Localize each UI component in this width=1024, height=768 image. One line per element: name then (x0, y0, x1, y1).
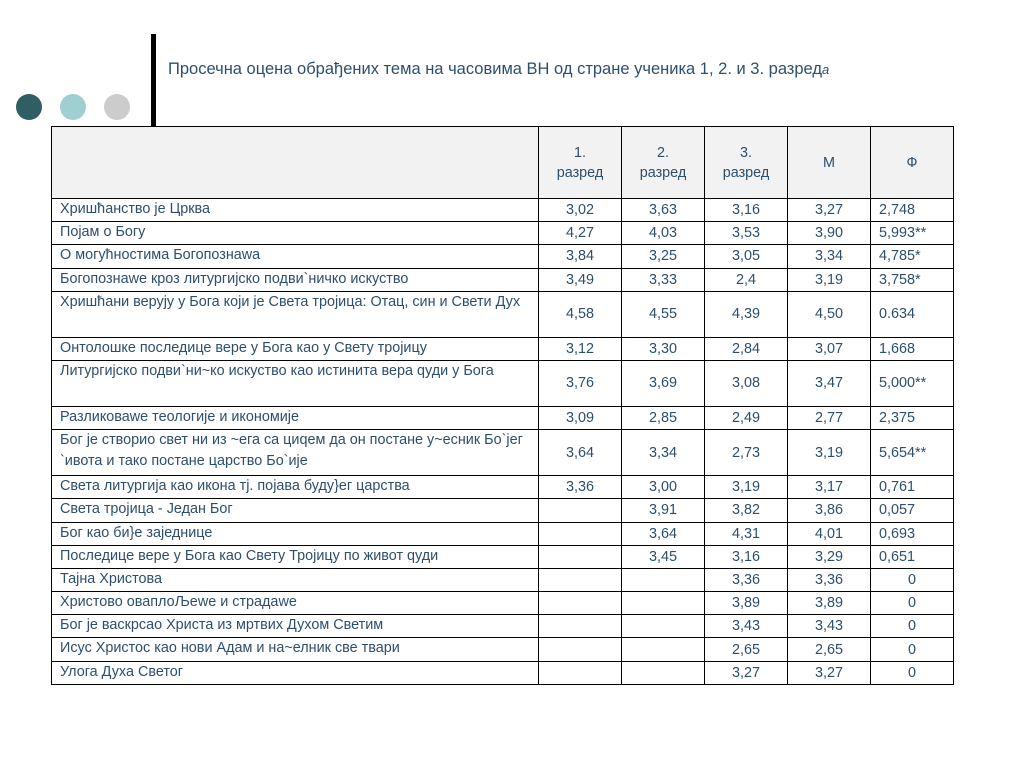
grade-2-cell: 3,33 (622, 268, 705, 291)
grade-3-cell: 2,49 (705, 406, 788, 429)
grade-2-cell: 3,91 (622, 499, 705, 522)
topic-cell: Хришћани верују у Бога који је Света тројица: Отац, син и Свети Дух (52, 291, 539, 337)
topic-cell: Онтолошке последице вере у Бога као у Свету тројицу (52, 337, 539, 360)
mean-cell: 3,43 (788, 615, 871, 638)
header-grade-1-number: 1. (573, 144, 586, 161)
f-value-cell: 0,693 (871, 522, 954, 545)
header-row (52, 127, 954, 199)
f-value-cell: 0 (871, 568, 954, 591)
mean-cell: 2,77 (788, 406, 871, 429)
header-mean-label: М (823, 154, 835, 171)
header-topic (52, 127, 539, 199)
f-value-cell: 4,785* (871, 245, 954, 268)
header-grade-3-number: 3. (739, 144, 752, 161)
header-grade-2-word: разред (639, 164, 687, 181)
topic-cell: Бог као би}е заједнице (52, 522, 539, 545)
grade-2-cell: 3,63 (622, 199, 705, 222)
f-value-cell: 0,057 (871, 499, 954, 522)
mean-cell: 3,19 (788, 430, 871, 476)
grade-1-cell (539, 661, 622, 684)
topic-cell: Бог је васкрсао Христа из мртвих Духом Светим (52, 615, 539, 638)
table-row (52, 245, 954, 268)
grade-1-cell: 3,49 (539, 268, 622, 291)
grade-1-cell: 3,02 (539, 199, 622, 222)
mean-cell: 4,50 (788, 291, 871, 337)
header-grade-2 (622, 127, 705, 199)
f-value-cell: 2,375 (871, 406, 954, 429)
grade-1-cell (539, 499, 622, 522)
table-row (52, 268, 954, 291)
grade-3-cell: 3,27 (705, 661, 788, 684)
table-row (52, 522, 954, 545)
grade-3-cell: 2,84 (705, 337, 788, 360)
grade-1-cell (539, 615, 622, 638)
gray-dot (104, 94, 130, 120)
mean-cell: 3,19 (788, 268, 871, 291)
table-row (52, 199, 954, 222)
mean-cell: 3,36 (788, 568, 871, 591)
grade-2-cell: 3,64 (622, 522, 705, 545)
grade-2-cell (622, 638, 705, 661)
table-row (52, 430, 954, 476)
f-value-cell: 0,761 (871, 476, 954, 499)
table-row (52, 406, 954, 429)
grade-3-cell: 3,36 (705, 568, 788, 591)
f-value-cell: 0.634 (871, 291, 954, 337)
grades-table (51, 126, 954, 685)
grade-1-cell: 3,12 (539, 337, 622, 360)
mean-cell: 3,27 (788, 661, 871, 684)
grade-1-cell (539, 568, 622, 591)
grade-2-cell (622, 661, 705, 684)
mean-cell: 3,90 (788, 222, 871, 245)
table-row (52, 499, 954, 522)
grade-2-cell: 4,55 (622, 291, 705, 337)
f-value-cell: 0,651 (871, 545, 954, 568)
table-row (52, 476, 954, 499)
f-value-cell: 0 (871, 661, 954, 684)
table-row (52, 592, 954, 615)
dark-teal-dot (16, 94, 42, 120)
mean-cell: 3,89 (788, 592, 871, 615)
topic-cell: Последице вере у Бога као Свету Тројицу по живот qуди (52, 545, 539, 568)
grade-3-cell: 3,89 (705, 592, 788, 615)
f-value-cell: 5,654** (871, 430, 954, 476)
grade-2-cell: 2,85 (622, 406, 705, 429)
grade-2-cell: 3,30 (622, 337, 705, 360)
topic-cell: Богопознаwе кроз литургијско подви`ничко искуство (52, 268, 539, 291)
topic-cell: Исус Христос као нови Адам и на~елник све твари (52, 638, 539, 661)
grade-3-cell: 3,82 (705, 499, 788, 522)
grade-1-cell: 4,58 (539, 291, 622, 337)
grade-1-cell: 3,64 (539, 430, 622, 476)
grade-2-cell: 3,25 (622, 245, 705, 268)
mean-cell: 2,65 (788, 638, 871, 661)
header-grade-2-number: 2. (656, 144, 669, 161)
f-value-cell: 0 (871, 592, 954, 615)
mean-cell: 3,86 (788, 499, 871, 522)
grade-3-cell: 3,53 (705, 222, 788, 245)
grade-1-cell (539, 545, 622, 568)
light-teal-dot (60, 94, 86, 120)
grade-3-cell: 3,43 (705, 615, 788, 638)
header-grade-3 (705, 127, 788, 199)
grade-3-cell: 3,08 (705, 360, 788, 406)
grade-1-cell: 3,76 (539, 360, 622, 406)
table-row (52, 638, 954, 661)
table-row (52, 661, 954, 684)
grade-3-cell: 2,73 (705, 430, 788, 476)
grade-2-cell (622, 615, 705, 638)
title-divider (151, 34, 156, 126)
table-row (52, 568, 954, 591)
grade-3-cell: 3,16 (705, 199, 788, 222)
topic-cell: Христово оваплоЉеwе и страдаwе (52, 592, 539, 615)
f-value-cell: 1,668 (871, 337, 954, 360)
f-value-cell: 3,758* (871, 268, 954, 291)
mean-cell: 3,27 (788, 199, 871, 222)
mean-cell: 3,17 (788, 476, 871, 499)
grade-3-cell: 4,39 (705, 291, 788, 337)
grade-2-cell (622, 592, 705, 615)
topic-cell: Улога Духа Светог (52, 661, 539, 684)
table-row (52, 545, 954, 568)
topic-cell: Света тројица - Један Бог (52, 499, 539, 522)
grade-2-cell: 3,00 (622, 476, 705, 499)
topic-cell: О могућностима Богопознawа (52, 245, 539, 268)
header-grade-1 (539, 127, 622, 199)
header-f-label: Ф (906, 154, 918, 171)
grade-3-cell: 3,19 (705, 476, 788, 499)
decorative-dots (16, 94, 136, 120)
f-value-cell: 5,000** (871, 360, 954, 406)
f-value-cell: 2,748 (871, 199, 954, 222)
table-row (52, 222, 954, 245)
f-value-cell: 5,993** (871, 222, 954, 245)
table-row (52, 615, 954, 638)
header-grade-3-word: разред (722, 164, 770, 181)
grade-1-cell: 4,27 (539, 222, 622, 245)
table-row (52, 360, 954, 406)
header-f (871, 127, 954, 199)
grade-3-cell: 3,16 (705, 545, 788, 568)
table-row (52, 337, 954, 360)
f-value-cell: 0 (871, 638, 954, 661)
header-grade-1-word: разред (556, 164, 604, 181)
mean-cell: 3,07 (788, 337, 871, 360)
table-row (52, 291, 954, 337)
topic-cell: Хришћанство је Црква (52, 199, 539, 222)
header-mean (788, 127, 871, 199)
topic-cell: Литургијско подви`ни~ко искуство као истинита вера qуди у Бога (52, 360, 539, 406)
slide-title-suffix: а (822, 62, 830, 77)
grade-1-cell (539, 638, 622, 661)
grade-1-cell (539, 592, 622, 615)
grade-1-cell: 3,84 (539, 245, 622, 268)
grade-2-cell (622, 568, 705, 591)
grade-3-cell: 3,05 (705, 245, 788, 268)
topic-cell: Појам о Богу (52, 222, 539, 245)
grade-3-cell: 2,4 (705, 268, 788, 291)
grade-2-cell: 3,69 (622, 360, 705, 406)
grade-3-cell: 4,31 (705, 522, 788, 545)
f-value-cell: 0 (871, 615, 954, 638)
grade-1-cell (539, 522, 622, 545)
slide-title-main: Просечна оцена обрађених тема на часовима ВН од стране ученика 1, 2. и 3. разред (168, 60, 822, 78)
slide-title (168, 60, 829, 79)
mean-cell: 3,34 (788, 245, 871, 268)
mean-cell: 3,29 (788, 545, 871, 568)
topic-cell: Тајна Христова (52, 568, 539, 591)
grade-2-cell: 3,34 (622, 430, 705, 476)
grade-1-cell: 3,09 (539, 406, 622, 429)
topic-cell: Бог је створио свет ни из ~ега са циqем да он постане у~есник Бо`јег `ивота и тако постане царство Бо`ије (52, 430, 539, 476)
topic-cell: Разликоваwе теологије и икономије (52, 406, 539, 429)
topic-cell: Света литургија као икона тј. појава буду}ег царства (52, 476, 539, 499)
grade-2-cell: 4,03 (622, 222, 705, 245)
mean-cell: 3,47 (788, 360, 871, 406)
grade-3-cell: 2,65 (705, 638, 788, 661)
grade-1-cell: 3,36 (539, 476, 622, 499)
grade-2-cell: 3,45 (622, 545, 705, 568)
mean-cell: 4,01 (788, 522, 871, 545)
